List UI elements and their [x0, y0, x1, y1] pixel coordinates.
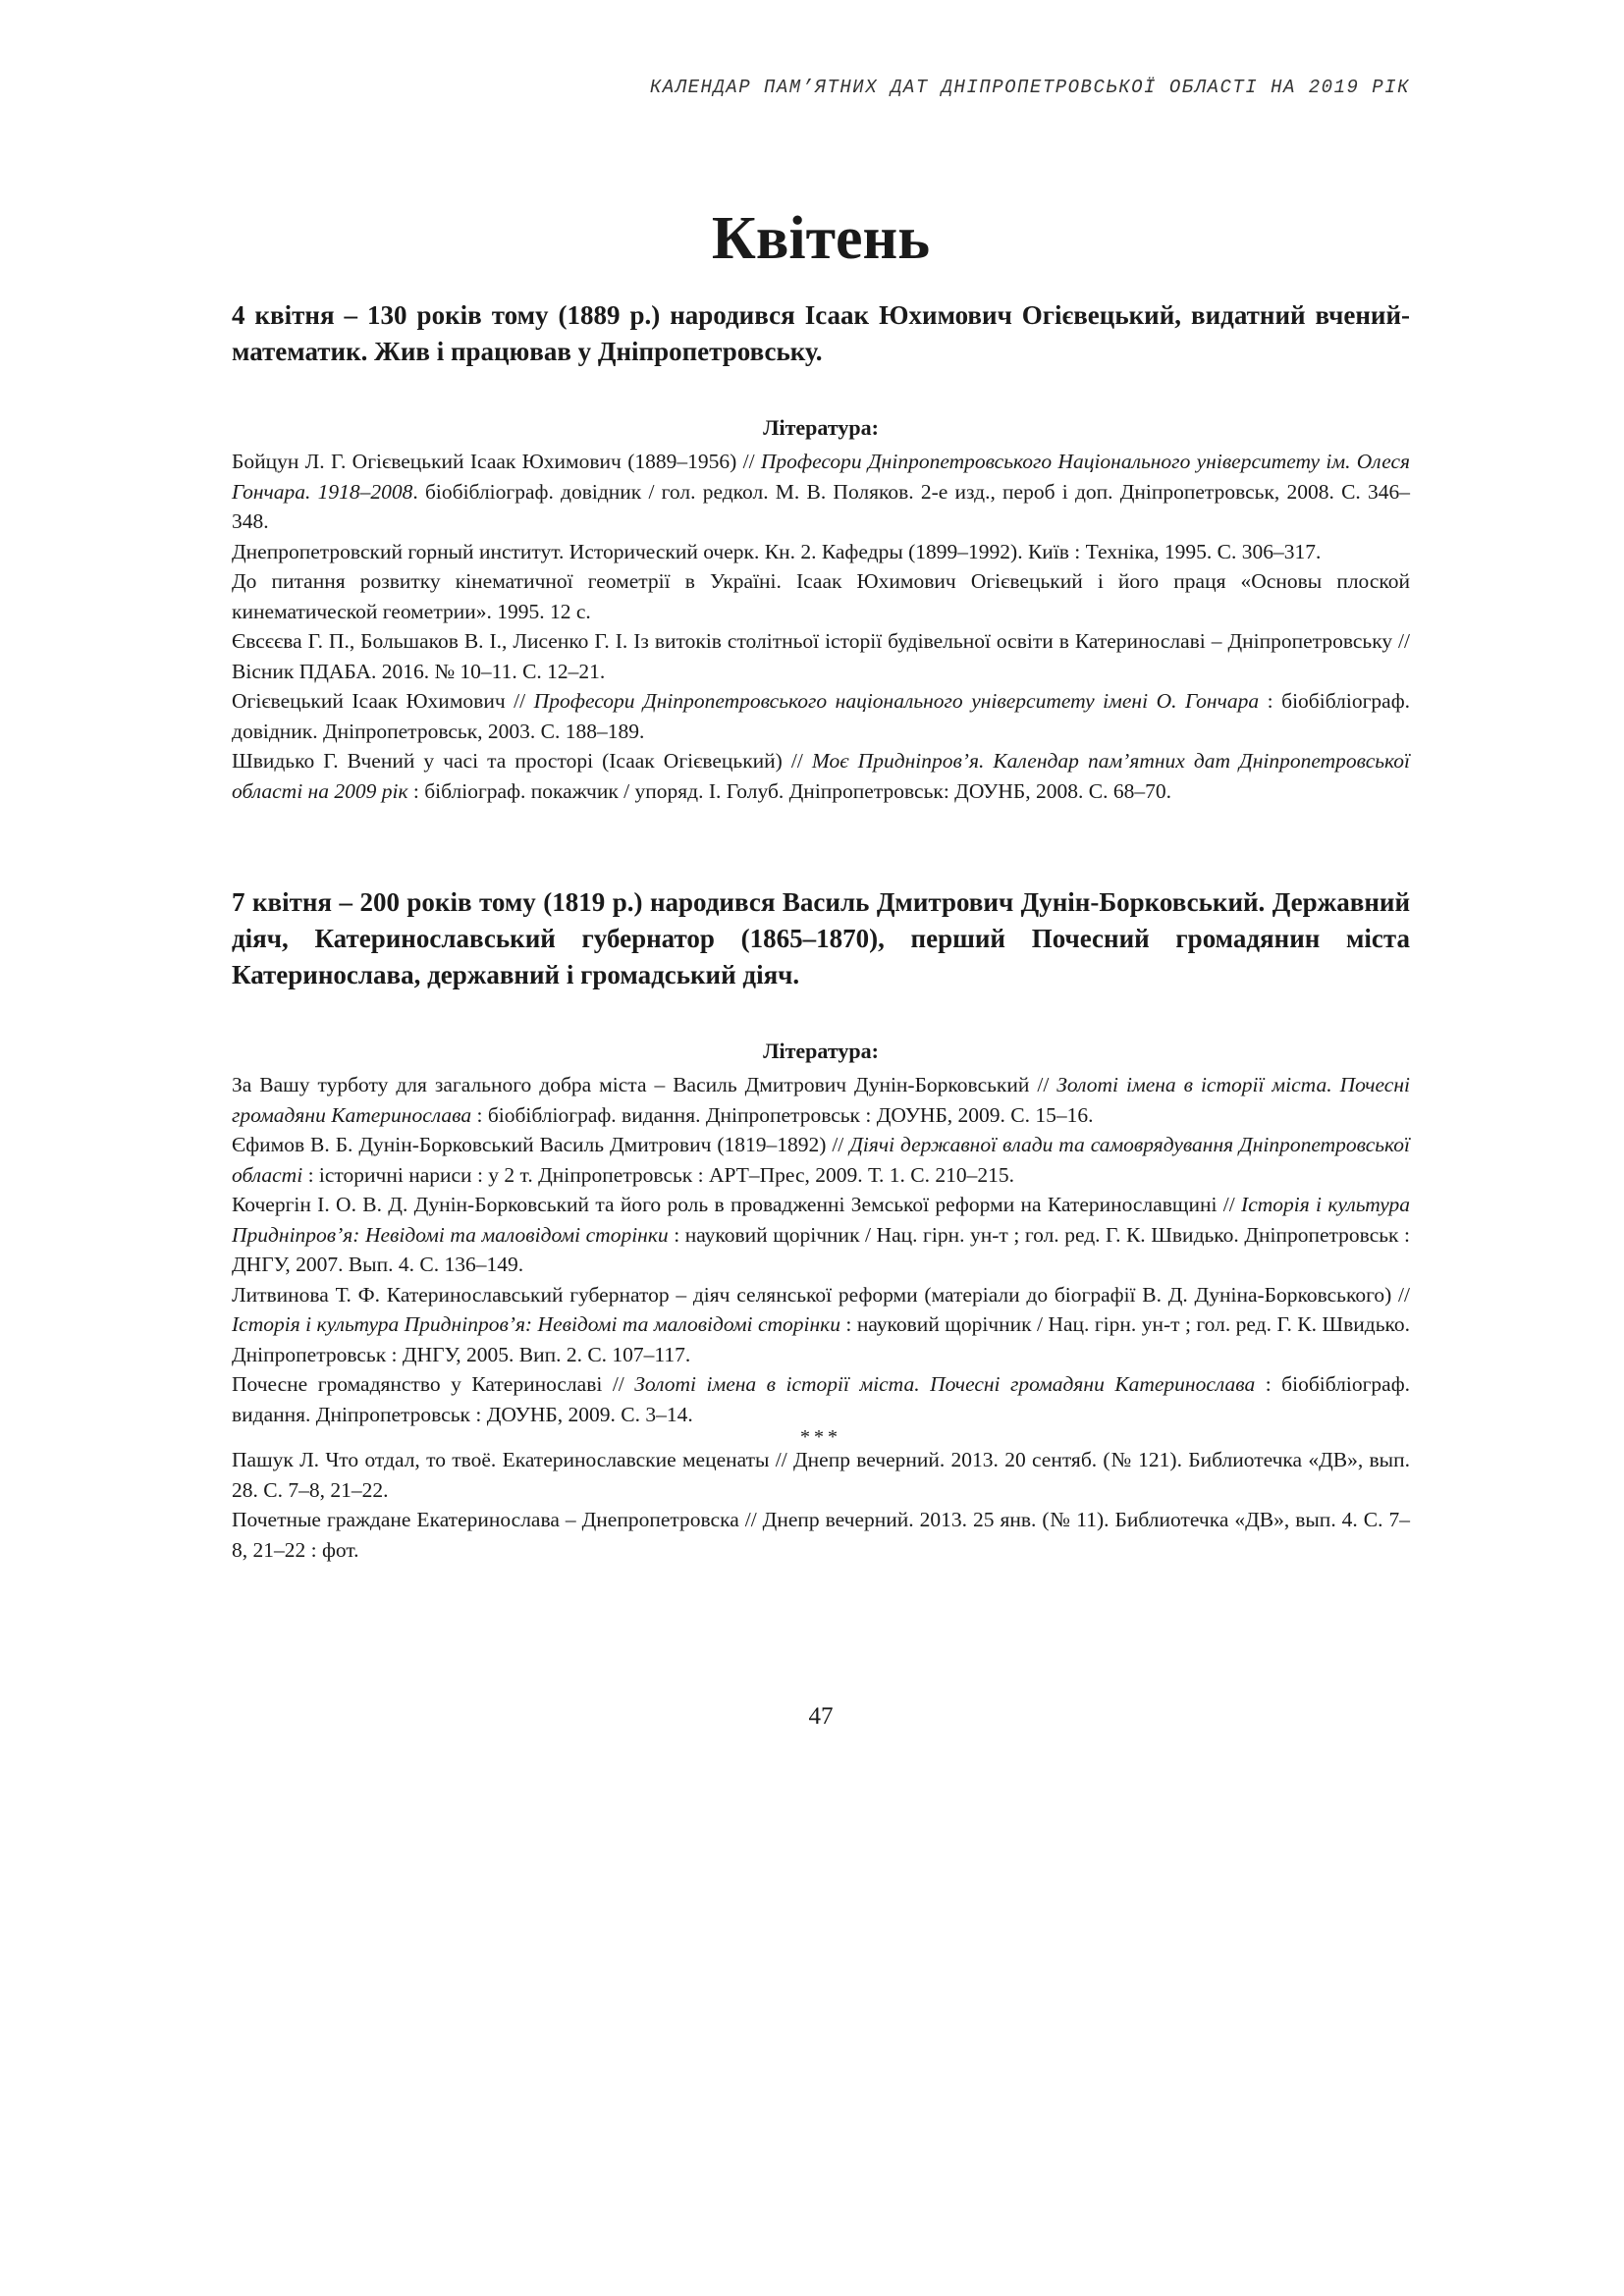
- reference-text: : біобібліограф. видання. Дніпропетровськ : ДОУНБ, 2009. С. 3–14.: [232, 1372, 1411, 1426]
- reference-text: Єфимов В. Б. Дунін-Борковський Василь Дмитрович (1819–1892) //: [232, 1133, 850, 1156]
- reference-text: Пашук Л. Что отдал, то твоё. Екатеринославские меценаты // Днепр вечерний. 2013. 20 сентяб. (№ 121). Библиотечка «ДВ», вып. 28. С. 7–8, 21–22.: [232, 1448, 1410, 1502]
- literature-title: Література:: [763, 415, 879, 440]
- reference-text: Огієвецький Ісаак Юхимович //: [232, 689, 534, 713]
- reference-item: [232, 1445, 1410, 1505]
- reference-text: : науковий щорічник / Нац. гірн. ун-т ; гол. ред. Г. К. Швидько. Дніпропетровськ : ДНГУ, 2007. Вып. 4. С. 136–149.: [232, 1222, 1410, 1276]
- reference-list: [232, 1070, 1410, 1429]
- reference-item: [232, 1130, 1410, 1190]
- reference-item: [232, 746, 1410, 806]
- entry-ogievetsky: [232, 297, 1410, 806]
- page-content: [232, 297, 1410, 1565]
- reference-text: Днепропетровский горный институт. Исторический очерк. Кн. 2. Кафедры (1899–1992). Київ : Техніка, 1995. С. 306–317.: [232, 539, 1322, 563]
- reference-source-title: Моє Придніпров’я. Календар пам’ятних дат Дніпропетровської області на 2009 рік: [232, 749, 1410, 803]
- reference-text: : біобібліограф. довідник. Дніпропетровськ, 2003. С. 188–189.: [232, 689, 1410, 743]
- reference-text: : бібліограф. покажчик / упоряд. І. Голуб. Дніпропетровськ: ДОУНБ, 2008. С. 68–70.: [407, 778, 1171, 803]
- reference-text: : історичні нариси : у 2 т. Дніпропетровськ : АРТ–Прес, 2009. Т. 1. С. 210–215.: [302, 1162, 1014, 1187]
- reference-item: [232, 1505, 1410, 1565]
- reference-list-press: [232, 1445, 1410, 1565]
- reference-list: [232, 447, 1410, 806]
- page-title: Квітень: [711, 205, 931, 272]
- reference-text: До питання розвитку кінематичної геометрії в Україні. Ісаак Юхимович Огієвецький і його праця «Основы плоской кинематической геометрии». 1995. 12 с.: [232, 569, 1410, 623]
- reference-text: Євсєєва Г. П., Большаков В. І., Лисенко Г. І. Із витоків столітньої історії будівельної освіти в Катеринославі – Дніпропетровську // Вісник ПДАБА. 2016. № 10–11. С. 12–21.: [232, 629, 1410, 683]
- reference-text: Бойцун Л. Г. Огієвецький Ісаак Юхимович (1889–1956) //: [232, 450, 761, 473]
- running-header: КАЛЕНДАР ПАМ’ЯТНИХ ДАТ ДНІПРОПЕТРОВСЬКОЇ ОБЛАСТІ НА 2019 РІК: [649, 77, 1410, 98]
- reference-text: Швидько Г. Вчений у часі та просторі (Ісаак Огієвецький) //: [232, 749, 812, 773]
- reference-source-title: Професори Дніпропетровського Національного університету ім. Олеся Гончара. 1918–2008: [232, 450, 1411, 504]
- reference-text: . біобібліограф. довідник / гол. редкол. М. В. Поляков. 2-е изд., пероб і доп. Дніпропетровськ, 2008. С. 346–348.: [232, 479, 1410, 533]
- reference-source-title: Історія і культура Придніпров’я: Невідомі та маловідомі сторінки: [232, 1193, 1410, 1247]
- reference-item: [232, 1369, 1410, 1429]
- reference-text: : біобібліограф. видання. Дніпропетровськ : ДОУНБ, 2009. С. 15–16.: [471, 1102, 1094, 1127]
- reference-source-title: Історія і культура Придніпров’я: Невідомі та маловідомі сторінки: [232, 1312, 840, 1336]
- reference-item: [232, 1280, 1410, 1370]
- reference-item: [232, 447, 1410, 537]
- reference-item: [232, 1190, 1410, 1280]
- entry-heading: 7 квітня – 200 років тому (1819 р.) народився Василь Дмитрович Дунін-Борковський. Державний діяч, Катеринославський губернатор (1865–1870), перший Почесний громадянин міста Катеринослава, державний і громадський діяч.: [232, 887, 1410, 989]
- reference-text: Почесне громадянство у Катеринославі //: [232, 1372, 635, 1396]
- reference-source-title: Професори Дніпропетровського національного університету імені О. Гончара: [533, 689, 1260, 713]
- reference-text: : науковий щорічник / Нац. гірн. ун-т ; гол. ред. Г. К. Швидько. Дніпропетровськ : ДНГУ, 2005. Вип. 2. С. 107–117.: [232, 1312, 1411, 1366]
- reference-item: [232, 686, 1410, 746]
- reference-text: Почетные граждане Екатеринослава – Днепропетровска // Днепр вечерний. 2013. 25 янв. (№ 11). Библиотечка «ДВ», вып. 4. С. 7–8, 21–22 : фот.: [232, 1508, 1410, 1562]
- reference-item: [232, 566, 1410, 626]
- entry-heading: 4 квітня – 130 років тому (1889 р.) народився Ісаак Юхимович Огієвецький, видатний вчений-математик. Жив і працював у Дніпропетровську.: [232, 300, 1410, 366]
- literature-title: Література:: [763, 1039, 879, 1063]
- reference-source-title: Золоті імена в історії міста. Почесні громадяни Катеринослава: [232, 1073, 1410, 1127]
- reference-text: За Вашу турботу для загального добра міста – Василь Дмитрович Дунін-Борковський //: [232, 1073, 1057, 1096]
- section-separator: ***: [800, 1426, 841, 1448]
- reference-text: Кочергін І. О. В. Д. Дунін-Борковський та його роль в провадженні Земської реформи на Катеринославщині //: [232, 1193, 1242, 1216]
- reference-source-title: Діячі державної влади та самоврядування Дніпропетровської області: [232, 1133, 1410, 1187]
- page-number: 47: [808, 1703, 834, 1730]
- reference-item: [232, 1070, 1410, 1130]
- reference-source-title: Золоті імена в історії міста. Почесні громадяни Катеринослава: [634, 1372, 1256, 1396]
- reference-item: [232, 626, 1410, 686]
- reference-text: Литвинова Т. Ф. Катеринославський губернатор – діяч селянської реформи (матеріали до біографії В. Д. Дуніна-Борковського) //: [232, 1282, 1410, 1307]
- entry-dunin-borkovsky: [232, 884, 1410, 1565]
- reference-item: [232, 537, 1410, 567]
